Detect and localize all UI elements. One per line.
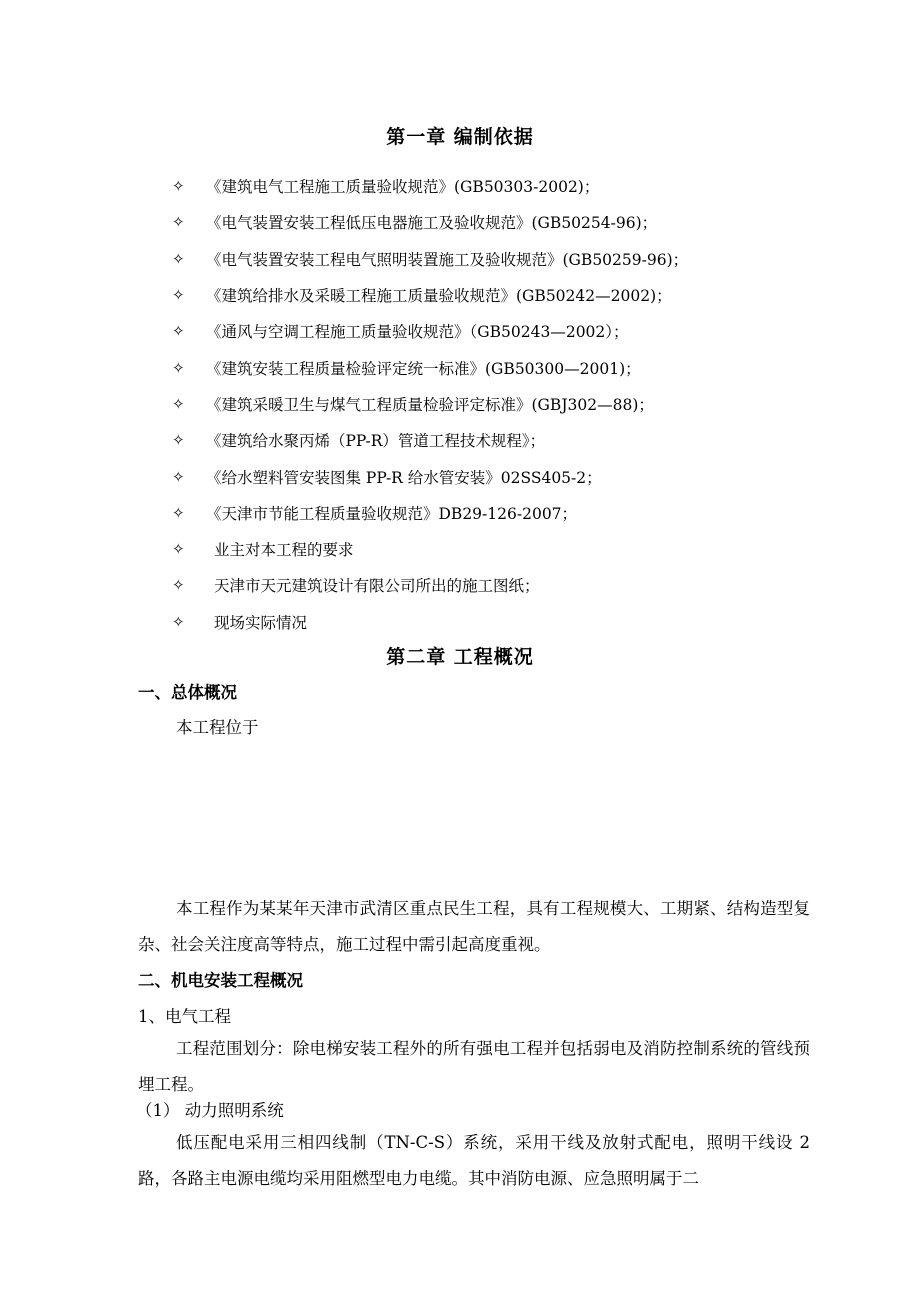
reference-item bbox=[172, 313, 688, 349]
reference-item bbox=[172, 277, 688, 313]
reference-item bbox=[172, 241, 688, 277]
reference-text: 《建筑采暖卫生与煤气工程质量检验评定标准》(GBJ302—88)； bbox=[206, 395, 654, 414]
reference-text: 《电气装置安装工程低压电器施工及验收规范》(GB50254-96)； bbox=[206, 214, 658, 233]
reference-item bbox=[172, 349, 688, 385]
reference-text: 《建筑给水聚丙烯（PP-R）管道工程技术规程》； bbox=[206, 432, 546, 451]
diamond-star-bullet-icon: ✧ bbox=[172, 503, 185, 522]
section-2-heading: 二、机电安装工程概况 bbox=[138, 971, 303, 990]
power-lighting-paragraph: 低压配电采用三相四线制（TN-C-S）系统，采用干线及放射式配电，照明干线设 2 路，各路主电源电缆均采用阻燃型电力电缆。其中消防电源、应急照明属于二 bbox=[138, 1133, 810, 1188]
reference-text: 《给水塑料管安装图集 PP-R 给水管安装》02SS405-2； bbox=[206, 468, 602, 487]
diamond-star-bullet-icon: ✧ bbox=[172, 431, 185, 450]
diamond-star-bullet-icon: ✧ bbox=[172, 249, 185, 268]
reference-item bbox=[172, 567, 688, 603]
diamond-star-bullet-icon: ✧ bbox=[172, 612, 185, 631]
diamond-star-bullet-icon: ✧ bbox=[172, 358, 185, 377]
reference-text: 现场实际情况 bbox=[214, 613, 308, 632]
power-lighting-title: （1） 动力照明系统 bbox=[136, 1101, 284, 1120]
diamond-star-bullet-icon: ✧ bbox=[172, 540, 185, 559]
chapter-1-title: 第一章 编制依据 bbox=[386, 126, 534, 148]
diamond-star-bullet-icon: ✧ bbox=[172, 177, 185, 196]
reference-item bbox=[172, 604, 688, 640]
chapter-2-title: 第二章 工程概况 bbox=[386, 646, 534, 668]
scope-paragraph: 工程范围划分：除电梯安装工程外的所有强电工程并包括弱电及消防控制系统的管线预埋工程。 bbox=[138, 1039, 810, 1094]
reference-text: 天津市天元建筑设计有限公司所出的施工图纸； bbox=[214, 577, 540, 596]
reference-text: 《建筑电气工程施工质量验收规范》(GB50303-2002)； bbox=[206, 178, 600, 197]
reference-text: 《电气装置安装工程电气照明装置施工及验收规范》(GB50259-96)； bbox=[206, 250, 689, 269]
reference-item bbox=[172, 204, 688, 240]
diamond-star-bullet-icon: ✧ bbox=[172, 322, 185, 341]
reference-item bbox=[172, 531, 688, 567]
diamond-star-bullet-icon: ✧ bbox=[172, 576, 185, 595]
reference-list bbox=[172, 168, 688, 640]
reference-text: 业主对本工程的要求 bbox=[214, 541, 354, 560]
diamond-star-bullet-icon: ✧ bbox=[172, 286, 185, 305]
diamond-star-bullet-icon: ✧ bbox=[172, 213, 185, 232]
reference-text: 《建筑给排水及采暖工程施工质量验收规范》(GB50242—2002)； bbox=[206, 287, 672, 306]
subsection-electrical-title: 1、电气工程 bbox=[138, 1007, 231, 1026]
diamond-star-bullet-icon: ✧ bbox=[172, 394, 185, 413]
location-paragraph: 本工程位于 bbox=[176, 718, 259, 737]
reference-item bbox=[172, 168, 688, 204]
project-description-paragraph: 本工程作为某某年天津市武清区重点民生工程，具有工程规模大、工期紧、结构造型复杂、社会关注度高等特点，施工过程中需引起高度重视。 bbox=[138, 899, 810, 954]
reference-item bbox=[172, 458, 688, 494]
reference-item bbox=[172, 422, 688, 458]
reference-item bbox=[172, 386, 688, 422]
reference-text: 《建筑安装工程质量检验评定统一标准》(GB50300—2001)； bbox=[206, 359, 641, 378]
section-1-heading: 一、总体概况 bbox=[138, 683, 237, 702]
reference-text: 《通风与空调工程施工质量验收规范》（GB50243—2002）； bbox=[206, 323, 629, 342]
diamond-star-bullet-icon: ✧ bbox=[172, 467, 185, 486]
reference-text: 《天津市节能工程质量验收规范》DB29-126-2007； bbox=[206, 504, 578, 523]
reference-item bbox=[172, 495, 688, 531]
